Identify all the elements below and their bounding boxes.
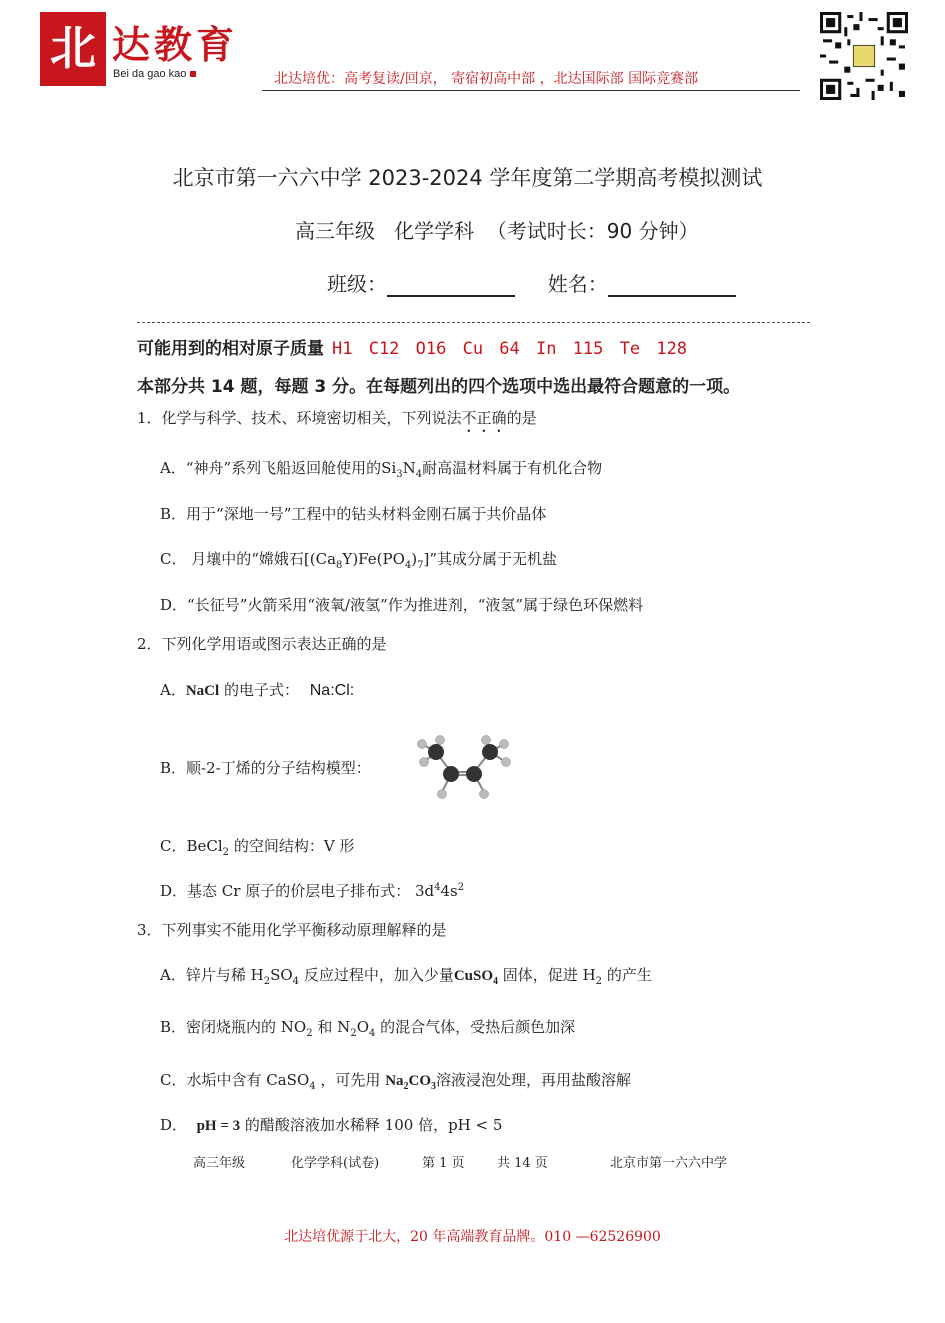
bottom-ad: 北达培优源于北大，20 年高端教育品牌。010 —62526900 <box>284 1229 661 1245</box>
atomic-mass-values: H1 C12 O16 Cu 64 In 115 Te 128 <box>332 339 688 359</box>
atomic-mass-line: 可能用到的相对原子质量 H1 C12 O16 Cu 64 In 115 Te 128 <box>137 339 688 359</box>
q1-option-a: A．“神舟”系列飞船返回舱使用的$Si_3N_4$耐高温材料属于有机化合物 <box>160 459 603 480</box>
q3-option-a: A．锌片与稀 $H_2SO_4$ 反应过程中，加入少量CuSO$_4$ 固体，促进 $H_2$ 的产生 <box>160 966 652 987</box>
q3-option-c: C．水垢中含有 CaSO$_4$ ，可先用 $Na_2CO_3$溶液浸泡处理，再用盐酸溶解 <box>160 1071 632 1092</box>
q2-option-b: B．顺-2-丁烯的分子结构模型： <box>160 759 371 777</box>
exam-subtitle: 高三年级 化学学科 （考试时长：90 分钟） <box>295 219 699 243</box>
logo-text: 达教育 <box>112 22 239 67</box>
footer-total-pages: 共 14 页 <box>497 1156 548 1171</box>
section-note: 本部分共 14 题，每题 3 分。在每题列出的四个选项中选出最符合题意的一项。 <box>137 377 741 397</box>
logo-pinyin: Bei da gao kao <box>113 68 196 80</box>
footer-school: 北京市第一六六中学 <box>610 1156 728 1171</box>
name-field[interactable] <box>608 275 736 297</box>
q1-option-c: C． 月壤中的“嫦娥石$[(Ca_8Y)Fe(PO_4)_7]$”其成分属于无机盐 <box>160 550 558 571</box>
q2-stem: 2．下列化学用语或图示表达正确的是 <box>137 635 387 653</box>
q2-option-a: A．NaCl 的电子式： Na:Cl: <box>160 681 355 699</box>
logo-char: 北 <box>50 21 96 75</box>
q1-option-b: B．用于“深地一号”工程中的钻头材料金刚石属于共价晶体 <box>160 505 547 523</box>
footer-subject: 化学学科(试卷) <box>291 1156 380 1171</box>
student-info <box>327 268 736 297</box>
q1-option-d: D．“长征号”火箭采用“液氧/液氢”作为推进剂，“液氢”属于绿色环保燃料 <box>160 596 644 614</box>
dashed-divider <box>137 322 810 323</box>
qr-code-icon <box>820 12 908 100</box>
header-divider <box>262 90 800 91</box>
q3-stem: 3．下列事实不能用化学平衡移动原理解释的是 <box>137 921 447 939</box>
header-slogan: 北达培优：高考复读/回京， 寄宿初高中部 ，北达国际部 国际竞赛部 <box>274 71 699 87</box>
footer-page: 第 1 页 <box>422 1156 465 1171</box>
q3-option-d: D． pH = 3 的醋酸溶液加水稀释 100 倍，pH < 5 <box>160 1116 503 1134</box>
class-label: 班级： <box>327 272 387 296</box>
class-field[interactable] <box>387 275 515 297</box>
cis-2-butene-model <box>408 734 518 808</box>
q2-option-d: D．基态 Cr 原子的价层电子排布式： $3d^44s^2$ <box>160 882 465 900</box>
nacl-electron-formula: Na:Cl: <box>309 682 355 699</box>
exam-title: 北京市第一六六中学 2023-2024 学年度第二学期高考模拟测试 <box>172 166 763 190</box>
name-label: 姓名： <box>547 272 608 296</box>
q2-option-c: C．BeCl$_2$ 的空间结构：V 形 <box>160 837 355 858</box>
q3-option-b: B．密闭烧瓶内的 $NO_2$ 和 $N_2O_4$ 的混合气体，受热后颜色加深 <box>160 1018 576 1039</box>
footer-grade: 高三年级 <box>193 1156 246 1171</box>
q1-stem: 1．化学与科学、技术、环境密切相关，下列说法不正确的是 <box>137 409 537 427</box>
